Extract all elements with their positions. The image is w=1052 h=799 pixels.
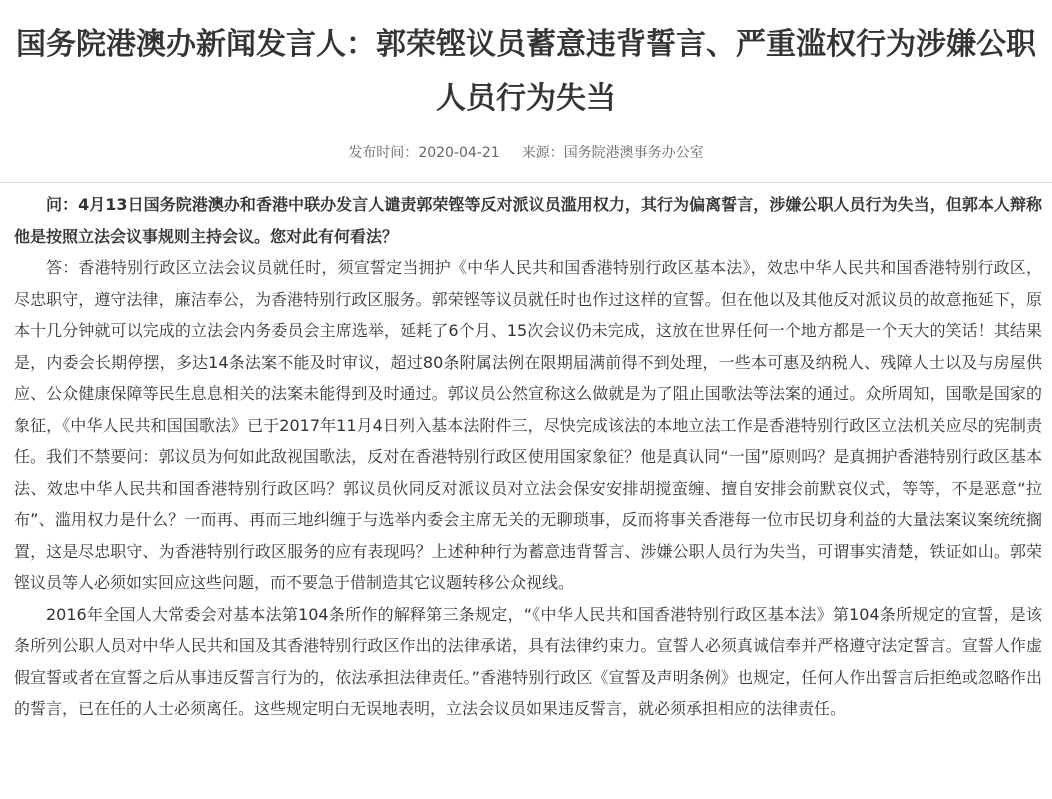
article-body bbox=[0, 183, 1052, 725]
source bbox=[522, 145, 704, 161]
answer-paragraph: 答：香港特别行政区立法会议员就任时，须宣誓定当拥护《中华人民共和国香港特别行政区基本法》，效忠中华人民共和国香港特别行政区，尽忠职守，遵守法律，廉洁奉公，为香港特别行政区服务。郭荣铿等议员就任时也作过这样的宣誓。但在他以及其他反对派议员的故意拖延下，原本十几分钟就可以完成的立法会内务委员会主席选举，延耗了6个月、15次会议仍未完成，这放在世界任何一个地方都是一个天大的笑话！其结果是，内委会长期停摆，多达14条法案不能及时审议，超过80条附属法例在限期届满前得不到处理，一些本可惠及纳税人、残障人士以及与房屋供应、公众健康保障等民生息息相关的法案未能得到及时通过。郭议员公然宣称这么做就是为了阻止国歌法等法案的通过。众所周知，国歌是国家的象征，《中华人民共和国国歌法》已于2017年11月4日列入基本法附件三，尽快完成该法的本地立法工作是香港特别行政区立法机关应尽的宪制责任。我们不禁要问：郭议员为何如此敌视国歌法，反对在香港特别行政区使用国家象征？他是真认同“一国”原则吗？是真拥护香港特别行政区基本法、效忠中华人民共和国香港特别行政区吗？郭议员伙同反对派议员对立法会保安安排胡搅蛮缠、擅自安排会前默哀仪式，等等，不是恶意“拉布”、滥用权力是什么？一而再、再而三地纠缠于与选举内委会主席无关的无聊琐事，反而将事关香港每一位市民切身利益的大量法案议案统统搁置，这是尽忠职守、为香港特别行政区服务的应有表现吗？上述种种行为蓄意违背誓言、涉嫌公职人员行为失当，可谓事实清楚，铁证如山。郭荣铿议员等人必须如实回应这些问题，而不要急于借制造其它议题转移公众视线。 bbox=[14, 258, 1042, 592]
body-paragraph: 2016年全国人大常委会对基本法第104条所作的解释第三条规定，“《中华人民共和国香港特别行政区基本法》第104条所规定的宣誓，是该条所列公职人员对中华人民共和国及其香港特别行政区作出的法律承诺，具有法律约束力。宣誓人必须真诚信奉并严格遵守法定誓言。宣誓人作虚假宣誓或者在宣誓之后从事违反誓言行为的，依法承担法律责任。”香港特别行政区《宣誓及声明条例》也规定，任何人作出誓言后拒绝或忽略作出的誓言，已在任的人士必须离任。这些规定明白无误地表明，立法会议员如果违反誓言，就必须承担相应的法律责任。 bbox=[14, 604, 1042, 718]
publish-time-value: 2020-04-21 bbox=[418, 145, 500, 161]
article-title: 国务院港澳办新闻发言人：郭荣铿议员蓄意违背誓言、严重滥权行为涉嫌公职人员行为失当 bbox=[16, 27, 1036, 116]
publish-time-label: 发布时间： bbox=[348, 145, 419, 161]
question-paragraph: 问：4月13日国务院港澳办和香港中联办发言人谴责郭荣铿等反对派议员滥用权力，其行为偏离誓言，涉嫌公职人员行为失当，但郭本人辩称他是按照立法会议事规则主持会议。您对此有何看法？ bbox=[14, 195, 1042, 246]
article-meta bbox=[0, 143, 1052, 165]
publish-time bbox=[348, 145, 499, 161]
source-label: 来源： bbox=[521, 145, 564, 161]
source-value: 国务院港澳事务办公室 bbox=[563, 145, 704, 161]
